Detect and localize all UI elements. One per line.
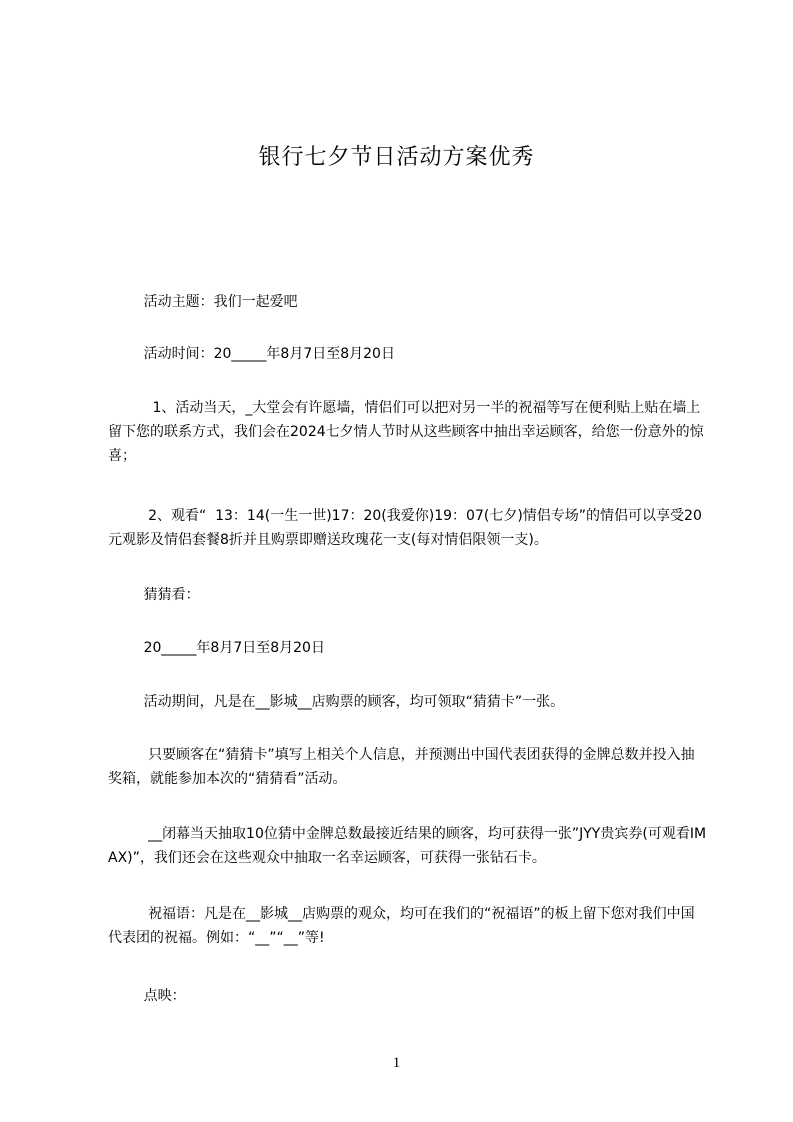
paragraph-preview: 点映： xyxy=(108,988,186,1004)
paragraph-guess-card: 活动期间，凡是在__影城__店购票的顾客，均可领取“猜猜卡”一张。 xyxy=(108,694,565,710)
paragraph-closing-draw: __闭幕当天抽取10位猜中金牌总数最接近结果的顾客，均可获得一张”JYY贵宾券(可观看IMAX)”，我们还会在这些观众中抽取一名幸运顾客，可获得一张钻石卡。 xyxy=(108,826,707,866)
paragraph-guess-time: 20_____年8月7日至8月20日 xyxy=(108,640,325,656)
paragraph-guess-heading: 猜猜看： xyxy=(108,587,200,603)
paragraph-item-1: 1、活动当天，_大堂会有许愿墙，情侣们可以把对另一半的祝福等写在便利贴上贴在墙上留下您的联系方式，我们会在2024七夕情人节时从这些顾客中抽出幸运顾客，给您一份意外的惊喜； xyxy=(108,400,704,464)
paragraph-blessing: 祝福语：凡是在__影城__店购票的观众，均可在我们的“祝福语”的板上留下您对我们中国代表团的祝福。例如：“__”“__”等! xyxy=(108,906,695,946)
paragraph-time: 活动时间：20_____年8月7日至8月20日 xyxy=(108,346,395,362)
paragraph-theme: 活动主题：我们一起爱吧 xyxy=(108,294,298,310)
paragraph-item-2: 2、观看“ 13：14(一生一世)17：20(我爱你)19：07(七夕)情侣专场”的情侣可以享受20元观影及情侣套餐8折并且购票即赠送玫瑰花一支(每对情侣限领一支)。 xyxy=(108,508,702,548)
page-number: 1 xyxy=(392,1055,401,1071)
paragraph-guess-rules: 只要顾客在“猜猜卡”填写上相关个人信息，并预测出中国代表团获得的金牌总数并投入抽奖箱，就能参加本次的“猜猜看”活动。 xyxy=(108,747,695,787)
document-title: 银行七夕节日活动方案优秀 xyxy=(258,145,535,170)
